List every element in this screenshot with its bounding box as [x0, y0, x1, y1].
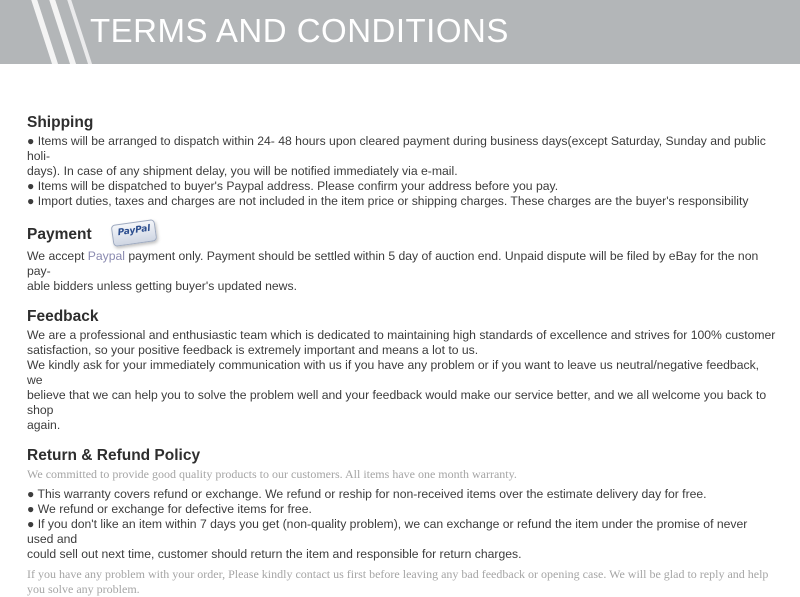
refund-line: ● We refund or exchange for defective items for free. — [27, 502, 312, 516]
paypal-logo-text: PayPal — [116, 223, 151, 239]
page-header — [0, 0, 800, 64]
feedback-line: believe that we can help you to solve the problem well and your feedback would make our service better, and we all welcome you back to shop — [27, 388, 767, 417]
page-title: TERMS AND CONDITIONS — [90, 12, 509, 49]
feedback-line: again. — [27, 418, 61, 432]
terms-content — [27, 108, 777, 597]
feedback-line: We are a professional and enthusiastic team which is dedicated to maintaining high standards of excellence and strives for 100% customer — [27, 328, 776, 342]
shipping-line: ● Items will be arranged to dispatch within 24- 48 hours upon cleared payment during business days(except Saturday, Sunday and public holi- — [27, 134, 766, 163]
payment-heading-row — [27, 221, 777, 249]
feedback-section — [27, 306, 777, 433]
refund-line: could sell out next time, customer should return the item and responsible for return charges. — [27, 547, 522, 561]
paypal-word: Paypal — [87, 249, 126, 263]
refund-line: ● This warranty covers refund or exchange. We refund or reship for non-received items over the estimate delivery day for free. — [27, 487, 707, 501]
shipping-line: days). In case of any shipment delay, you will be notified immediately via e-mail. — [27, 164, 458, 178]
shipping-section — [27, 112, 777, 209]
payment-text-line2: able bidders unless getting buyer's updated news. — [27, 279, 297, 293]
payment-text — [27, 249, 777, 279]
refund-outro: you solve any problem. — [27, 582, 140, 596]
payment-text-start: We accept — [27, 249, 88, 263]
feedback-line: satisfaction, so your positive feedback is extremely important and means a lot to us. — [27, 343, 479, 357]
feedback-line: We kindly ask for your immediately communication with us if you have any problem or if you want to leave us neutral/negative feedback, we — [27, 358, 760, 387]
refund-outro: If you have any problem with your order, Please kindly contact us first before leaving any bad feedback or opening case. We will be glad to reply and help — [27, 567, 769, 581]
shipping-line: ● Import duties, taxes and charges are not included in the item price or shipping charges. These charges are the buyer's responsibility — [27, 194, 749, 208]
shipping-heading: Shipping — [27, 114, 94, 131]
feedback-heading: Feedback — [27, 308, 99, 325]
payment-heading: Payment — [27, 226, 92, 243]
refund-intro: We committed to provide good quality products to our customers. All items have one month warranty. — [27, 467, 517, 481]
refund-section — [27, 445, 777, 597]
paypal-logo-icon — [110, 219, 157, 247]
payment-section — [27, 221, 777, 294]
refund-line: ● If you don't like an item within 7 days you get (non-quality problem), we can exchange or refund the item under the promise of never used and — [27, 517, 748, 546]
payment-text-rest: payment only. Payment should be settled within 5 day of auction end. Unpaid dispute will be filed by eBay for the non pay- — [27, 249, 759, 278]
refund-heading: Return & Refund Policy — [27, 447, 201, 464]
shipping-line: ● Items will be dispatched to buyer's Paypal address. Please confirm your address before you pay. — [27, 179, 559, 193]
